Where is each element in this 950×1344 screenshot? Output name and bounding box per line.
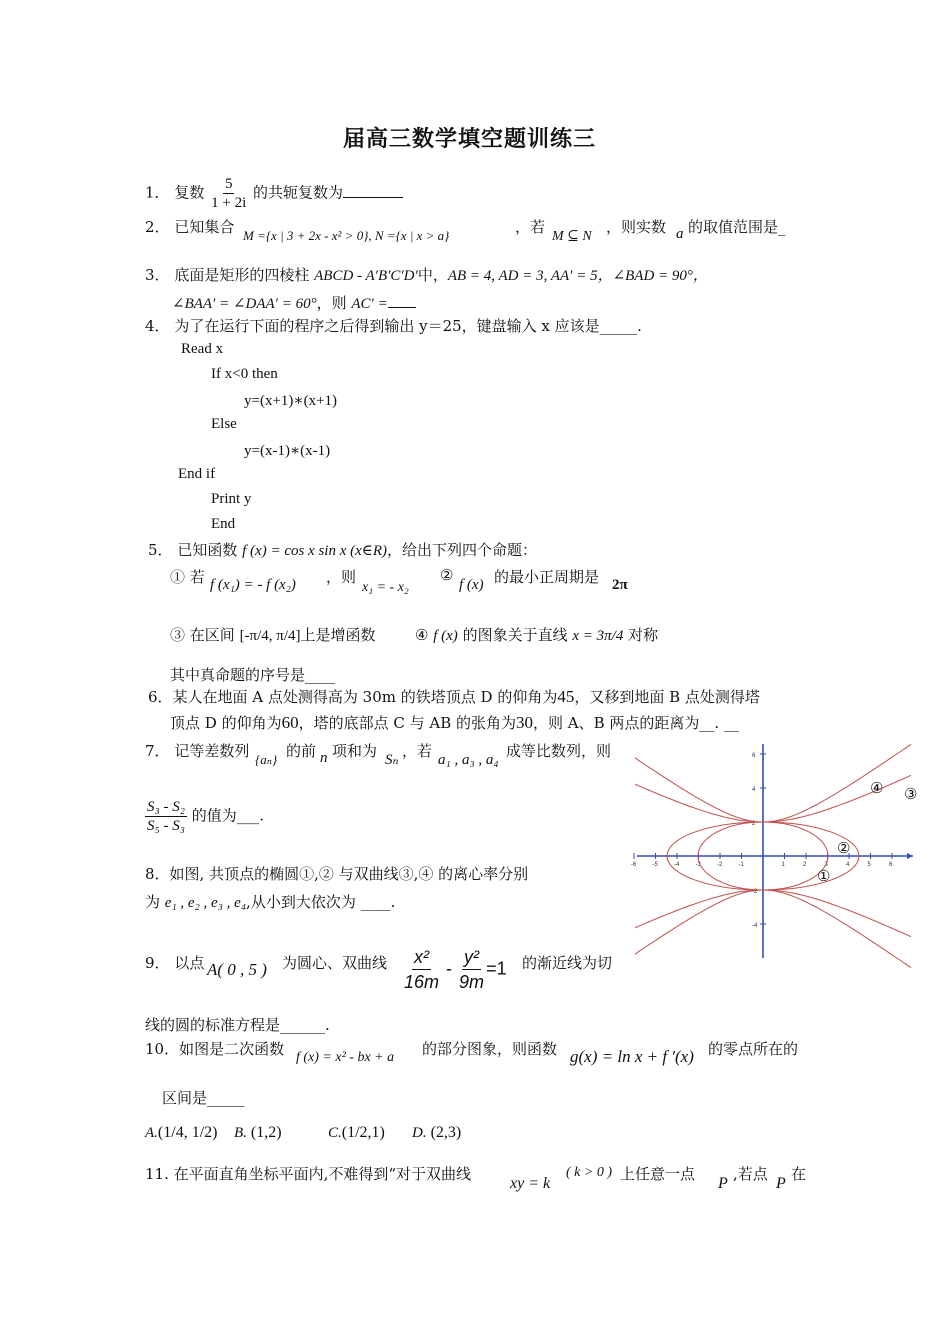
formula: 2π	[612, 577, 628, 593]
question-text: 线的圆的标准方程是______.	[145, 1016, 330, 1034]
formula: a₁ , a₃ , a₄	[438, 752, 499, 768]
option-b	[234, 1124, 282, 1142]
answer-blank	[388, 293, 416, 308]
y-tick-label: 4	[752, 787, 756, 793]
code-line: y=(x-1)∗(x-1)	[244, 443, 331, 459]
question-text: 以点	[174, 954, 205, 972]
question-text: 的部分图象，则函数	[422, 1040, 558, 1058]
formula: A( 0 , 5 )	[207, 960, 267, 979]
y-tick-label: -2	[752, 889, 758, 895]
question-text: ，则 A、B 两点的距离为__. __	[532, 714, 739, 732]
question-text: 上任意一点	[620, 1165, 696, 1183]
question-text: ④	[415, 626, 429, 644]
question-text: 为	[145, 893, 161, 911]
question-3-line-2	[172, 292, 416, 313]
formula: =1	[486, 958, 507, 979]
question-text: 上是增函数	[300, 626, 376, 644]
question-text: ，塔的底部点 C 与 AB 的张角为	[298, 714, 516, 732]
y-tick-label: -4	[752, 923, 758, 929]
fraction-denominator: 9m	[459, 972, 485, 992]
question-text: ，若	[515, 218, 546, 236]
question-text: 6．某人在地面 A 点处测得高为 30m 的铁塔顶点 D 的仰角为	[148, 688, 558, 706]
page-title: 届高三数学填空题训练三	[343, 126, 597, 152]
question-text: 的最小正周期是	[494, 568, 600, 586]
question-text: 对称	[628, 626, 659, 644]
x-tick-label: 1	[781, 862, 785, 868]
x-tick-label: -4	[674, 862, 680, 868]
option-key: A.	[145, 1125, 158, 1141]
option-value: (2,3)	[430, 1124, 462, 1141]
question-text: 的渐近线为切	[522, 954, 613, 972]
formula: P	[718, 1175, 728, 1192]
question-text: 在	[791, 1165, 807, 1183]
curve-label-1: ①	[817, 868, 831, 885]
question-text: 的零点所在的	[708, 1040, 799, 1058]
formula: xy = k	[510, 1175, 551, 1192]
formula: f (x)	[433, 628, 458, 644]
answer-blank	[343, 183, 403, 198]
question-text: 为了在运行下面的程序之后得到输出 y＝25，键盘输入 x 应该是_____.	[174, 317, 642, 335]
question-text: 顶点 D 的仰角为	[170, 714, 282, 732]
question-11: 11. 在平面直角坐标平面内,不难得到“对于双曲线	[145, 1165, 472, 1183]
question-text: 的值为___.	[191, 806, 264, 825]
x-tick-label: 3	[824, 862, 828, 868]
formula: a	[676, 226, 684, 242]
y-tick-label: 6	[752, 753, 756, 759]
question-text: 的共轭复数为	[253, 183, 344, 202]
question-number: 2．	[145, 218, 170, 236]
code-line: End if	[178, 466, 216, 482]
question-text: 项和为	[332, 742, 378, 760]
x-tick-label: 5	[867, 862, 871, 868]
question-text: 记等差数列	[174, 742, 250, 760]
formula: {aₙ}	[255, 752, 278, 767]
question-text: 已知函数	[177, 541, 238, 559]
code-line: y=(x+1)∗(x+1)	[244, 393, 338, 409]
code-line: Print y	[211, 491, 252, 507]
x-tick-label: -1	[738, 862, 744, 868]
operator: -	[446, 958, 453, 979]
question-5	[148, 539, 537, 560]
question-number: 7．	[145, 742, 170, 760]
x-tick-label: 2	[803, 862, 807, 868]
question-text: 区间是_____	[162, 1089, 245, 1107]
proposition-4	[415, 624, 658, 645]
proposition-1	[170, 566, 205, 587]
question-8: 8．如图, 共顶点的椭圆①,② 与双曲线③,④ 的离心率分别	[145, 865, 529, 883]
question-8-line-2	[145, 891, 395, 912]
formula: [-π/4, π/4]	[239, 628, 301, 644]
formula: ABCD - A′B′C′D′	[314, 268, 418, 284]
question-text: ① 若	[170, 568, 205, 586]
conic-figure	[631, 740, 918, 960]
curve-label-3: ③	[904, 786, 918, 803]
question-number: 10．	[145, 1040, 180, 1058]
formula: AC′ =	[351, 296, 388, 312]
formula: M ⊆ N	[552, 229, 592, 244]
question-text: 的取值范围是_	[688, 218, 786, 236]
formula: Sₙ	[385, 752, 399, 768]
y-ticks	[752, 753, 766, 929]
code-line: Read x	[181, 341, 224, 357]
curve-label-2: ②	[837, 840, 851, 857]
question-number: 1．	[145, 183, 170, 202]
fraction-denominator: S₅ - S₃	[147, 818, 185, 834]
x-axis-arrow	[907, 853, 913, 859]
question-text: 为圆心、双曲线	[282, 954, 388, 972]
question-text: 底面是矩形的四棱柱	[174, 266, 310, 284]
hyperbola-4-lower	[635, 890, 911, 968]
formula: M ={x | 3 + 2x - x² > 0}, N ={x | x > a}	[243, 228, 450, 243]
option-c	[328, 1124, 385, 1142]
x-tick-label: 6	[889, 862, 893, 868]
question-6-line-2	[170, 712, 739, 733]
formula: x₁ = - x₂	[362, 580, 409, 595]
question-7	[145, 740, 249, 761]
formula: f (x)	[459, 577, 484, 593]
question-number: 5．	[148, 541, 173, 559]
question-text: ，则	[326, 568, 357, 586]
option-value: (1,2)	[250, 1124, 282, 1141]
question-7-line-2	[145, 798, 264, 835]
question-4	[145, 315, 642, 336]
question-number: 4．	[145, 317, 170, 335]
x-tick-label: -2	[717, 862, 723, 868]
question-number: 9．	[145, 954, 170, 972]
question-text: 中，	[417, 266, 448, 284]
question-text: ，给出下列四个命题：	[387, 541, 538, 559]
fraction-denominator: 1 + 2i	[211, 195, 247, 211]
code-line: If x<0 then	[211, 366, 278, 382]
option-a	[145, 1124, 217, 1142]
formula: x = 3π/4	[572, 628, 624, 644]
formula: 60	[281, 713, 299, 732]
question-text: ③ 在区间	[170, 626, 235, 644]
fraction-numerator: S₃ - S₂	[147, 799, 185, 815]
formula: 30	[515, 713, 533, 732]
fraction	[145, 798, 187, 835]
formula: f (x) = cos x sin x (x∈R)	[242, 543, 388, 559]
y-tick-label: 2	[752, 821, 756, 827]
formula: P	[776, 1175, 786, 1192]
fraction	[402, 945, 441, 994]
formula: e₁ , e₂ , e₃ , e₄	[164, 895, 247, 911]
formula: f (x) = x² - bx + a	[296, 1050, 395, 1065]
fraction-denominator: 16m	[404, 972, 440, 992]
x-tick-label: -5	[652, 862, 658, 868]
x-tick-label: 4	[846, 862, 850, 868]
question-text: 复数	[174, 183, 205, 202]
option-key: D.	[412, 1125, 427, 1141]
fraction-numerator: y²	[462, 945, 481, 970]
formula: AB = 4, AD = 3, AA′ = 5，∠BAD = 90°，	[447, 268, 708, 284]
question-text: 成等比数列，则	[506, 742, 612, 760]
question-text: 如图是二次函数	[179, 1040, 285, 1058]
option-d	[412, 1124, 461, 1142]
formula: n	[320, 750, 328, 766]
formula: f (x₁) = - f (x₂)	[210, 577, 296, 593]
question-6	[148, 686, 760, 707]
formula: ( k > 0 )	[566, 1165, 612, 1180]
question-text: 其中真命题的序号是____	[170, 666, 336, 684]
hyperbola-3-lower	[635, 890, 911, 937]
option-key: C.	[328, 1125, 342, 1141]
question-1	[145, 175, 403, 212]
formula: ∠BAA′ = ∠DAA′ = 60°	[172, 296, 317, 312]
question-3	[145, 264, 708, 285]
question-text: ，则实数	[606, 218, 667, 236]
question-text: 的图象关于直线	[462, 626, 568, 644]
option-value: (1/4, 1/2)	[157, 1124, 218, 1141]
fraction	[457, 945, 486, 994]
question-text: ,若点	[733, 1165, 768, 1183]
code-line: Else	[211, 416, 237, 432]
fraction-numerator: 5	[224, 176, 233, 192]
question-text: 的前	[286, 742, 317, 760]
question-10	[145, 1038, 284, 1059]
fraction-numerator: x²	[412, 945, 431, 970]
code-line: End	[211, 516, 236, 532]
proposition-3	[170, 624, 376, 645]
x-tick-label: -6	[631, 862, 637, 868]
option-value: (1/2,1)	[341, 1124, 385, 1141]
question-text: ，若	[402, 742, 433, 760]
question-text: ，又移到地面 B 点处测得塔	[574, 688, 760, 706]
formula: 45	[557, 687, 575, 706]
hyperbola-equation	[402, 945, 507, 994]
question-text: ，则	[316, 294, 347, 312]
x-tick-label: -3	[695, 862, 701, 868]
curve-label-4: ④	[870, 780, 884, 797]
question-text: 已知集合	[174, 218, 235, 236]
question-2	[145, 216, 234, 237]
question-number: 3．	[145, 266, 170, 284]
question-text: ,从小到大依次为 ____.	[246, 893, 396, 911]
fraction	[209, 175, 248, 212]
formula: g(x) = ln x + f ′(x)	[570, 1047, 694, 1066]
option-key: B.	[234, 1125, 247, 1141]
question-text: ②	[440, 566, 454, 584]
question-9	[145, 952, 204, 973]
